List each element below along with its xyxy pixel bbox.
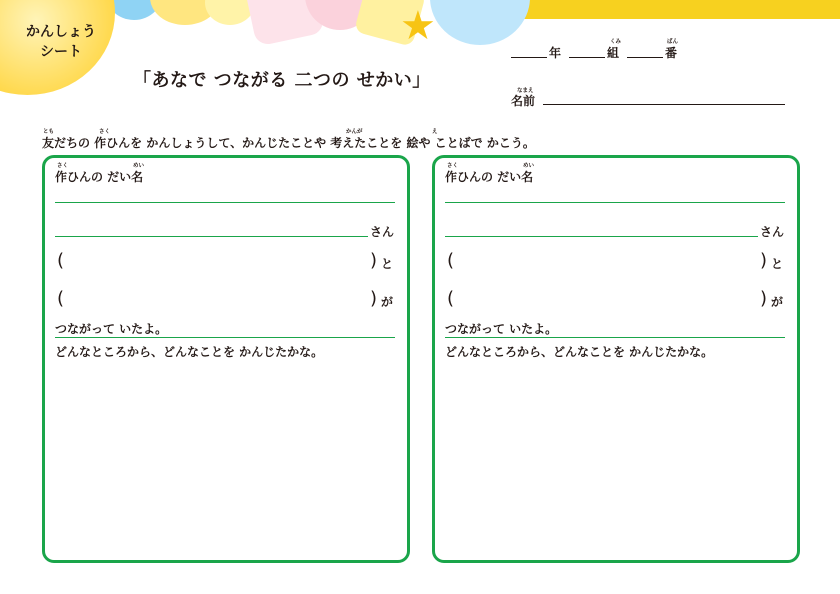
- instruction-ruby-kanga: かんが: [346, 129, 363, 135]
- left-paren-close-2: ): [370, 288, 378, 309]
- class-field[interactable]: [569, 57, 605, 58]
- right-work-title-label: 作ひんの だい名: [445, 170, 534, 184]
- right-ruby-saku: さく: [447, 163, 459, 169]
- name-ruby: なまえ: [517, 88, 534, 94]
- number-field[interactable]: [627, 57, 663, 58]
- right-paren-close-2: ): [760, 288, 768, 309]
- star-icon: ★: [400, 3, 436, 49]
- right-divider: [445, 337, 785, 338]
- class-label: 組: [607, 46, 620, 60]
- right-paren-open-2: (: [447, 288, 455, 309]
- left-divider: [55, 337, 395, 338]
- right-ga-label: が: [771, 295, 784, 309]
- badge-line1: かんしょう: [26, 24, 96, 40]
- left-paren-open-2: (: [57, 288, 65, 309]
- right-question: どんなところから、どんなことを かんじたかな。: [445, 345, 714, 359]
- number-label: 番: [665, 46, 678, 60]
- right-tsunagatte-label: つながって いたよ。: [445, 322, 558, 336]
- left-ruby-mei: めい: [133, 163, 145, 169]
- name-field[interactable]: [543, 104, 785, 105]
- badge-line2: シート: [40, 44, 82, 60]
- left-work-title-line[interactable]: [55, 202, 395, 203]
- grade-label: 年: [549, 46, 562, 60]
- right-author-line[interactable]: [445, 236, 758, 237]
- left-paren-close-1: ): [370, 250, 378, 271]
- sheet-badge: [18, 22, 104, 62]
- instruction-ruby-tomo: とも: [43, 129, 55, 135]
- right-free-write-area[interactable]: [445, 362, 785, 552]
- left-ruby-saku: さく: [57, 163, 69, 169]
- left-work-title-label: 作ひんの だい名: [55, 170, 144, 184]
- right-to-label: と: [771, 257, 784, 271]
- name-label: 名前: [511, 94, 536, 108]
- right-san-label: さん: [760, 225, 785, 239]
- right-paren-close-1: ): [760, 250, 768, 271]
- left-free-write-area[interactable]: [55, 362, 395, 552]
- right-paren-open-1: (: [447, 250, 455, 271]
- grade-field[interactable]: [511, 57, 547, 58]
- right-ruby-mei: めい: [523, 163, 535, 169]
- left-paren-open-1: (: [57, 250, 65, 271]
- instruction-text: 友だちの 作ひんを かんしょうして、かんじたことや 考えたことを 絵や ことばで かこう。: [42, 136, 535, 150]
- left-ga-label: が: [381, 295, 394, 309]
- class-ruby: くみ: [610, 39, 622, 45]
- left-to-label: と: [381, 257, 394, 271]
- left-san-label: さん: [370, 225, 395, 239]
- left-tsunagatte-label: つながって いたよ。: [55, 322, 168, 336]
- header-yellow-band: [520, 0, 840, 19]
- left-question: どんなところから、どんなことを かんじたかな。: [55, 345, 324, 359]
- page-title: 「あなで つながる 二つの せかい」: [133, 70, 431, 91]
- instruction-ruby-e: え: [432, 129, 438, 135]
- right-work-title-line[interactable]: [445, 202, 785, 203]
- number-ruby: ばん: [667, 39, 679, 45]
- instruction-ruby-saku: さく: [99, 129, 111, 135]
- decoration-blue-balloon: [430, 0, 530, 45]
- left-author-line[interactable]: [55, 236, 368, 237]
